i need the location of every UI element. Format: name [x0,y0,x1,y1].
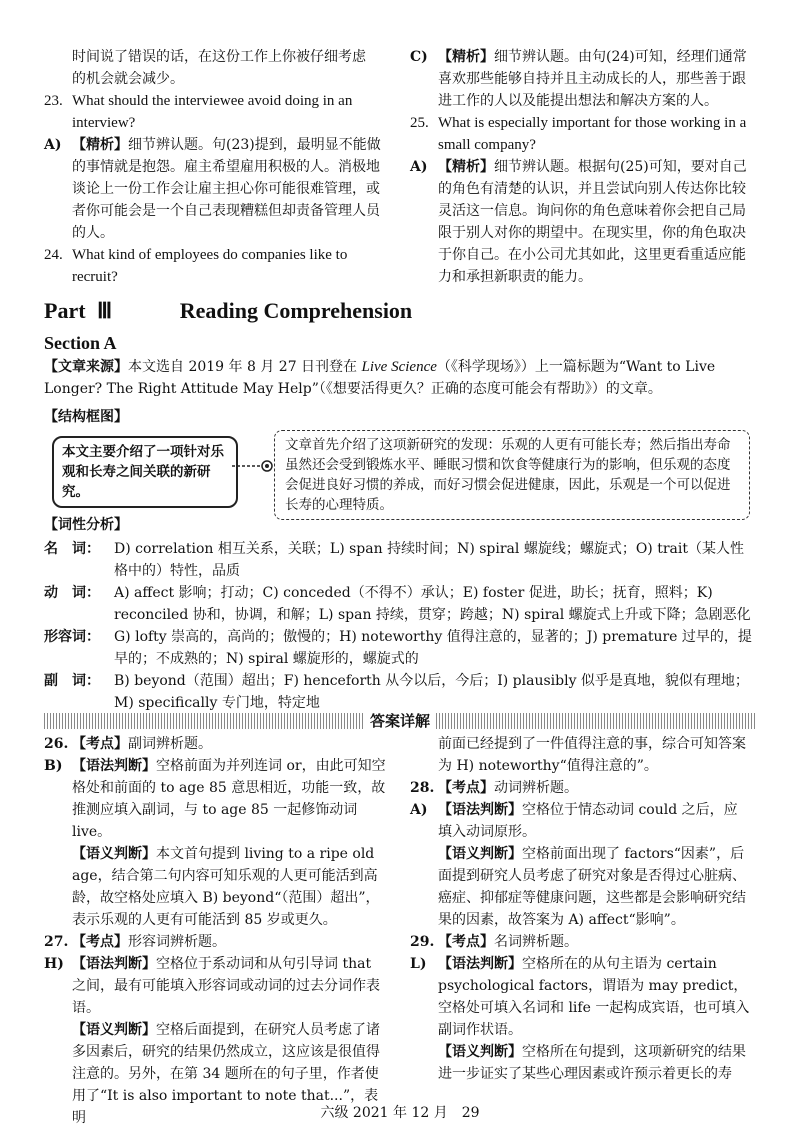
pos-table [44,538,756,714]
pos-category: 形容词： [44,629,100,645]
pos-row [44,670,756,714]
part-title: Reading Comprehension [179,298,413,323]
pos-entries: G) lofty 崇高的，高尚的；傲慢的；H) noteworthy 值得注意的，显著的；J) premature 过早的，提早的；不成熟的；N) spiral 螺旋形的，螺旋式的 [114,629,752,667]
question-25: 25. What is especially important for those working in a small company? [410,115,747,153]
top-right-column [410,46,750,288]
pos-entries: A) affect 影响；打动；C) conceded（不得不）承认；E) foster 促进，助长；抚育，照料；K) reconciled 协和，协调，和解；L) span 持续，贯穿；跨越；N) spiral 螺旋式上升或下降；急剧恶化 [114,585,751,623]
framework-detail-box: 文章首先介绍了这项新研究的发现：乐观的人更有可能长寿；然后指出寿命虽然还会受到锻炼水平、睡眠习惯和饮食等健康行为的影响，但乐观的态度会促进良好习惯的养成，而好习惯会促进健康，因此，乐观是一个可以促进长寿的心理特质。 [274,430,750,520]
top-left-column [44,46,386,288]
answer-item-analysis: B) 【语法判断】空格前面为并列连词 or，由此可知空格处和前面的 to age 85 意思相近，功能一致，故推测应填入副词，与 to age 85 一起修饰动词 live。 [44,758,386,840]
answer-item-analysis: L) 【语法判断】空格所在的从句主语为 certain psychological factors，谓语为 may predict，空格处可填入名词和 life 一起构成宾语，也可填入副词作状语。 [410,956,750,1038]
answer-item-analysis: A) 【语法判断】空格位于情态动词 could 之后，应填入动词原形。 [410,802,738,840]
pos-row [44,626,756,670]
dashed-arrow-icon [232,456,274,476]
answers-right-column [410,733,750,1085]
answer-item-semantic: 【语义判断】空格后面提到，在研究人员考虑了诸多因素后，研究的结果仍然成立，这应该是很值得注意的。另外，在第 34 题所在的句子里，作者使用了“It is also important to note that...”，表明 [72,1022,380,1126]
answer-item-semantic: 【语义判断】空格所在句提到，这项新研究的结果进一步证实了某些心理因素或许预示着更长的寿 [438,1044,746,1082]
article-source: 【文章来源】本文选自 2019 年 8 月 27 日刊登在 Live Science（《科学现场》）上一篇标题为“Want to Live Longer? The Right Attitude May Help”（《想要活得更久？正确的态度可能会有帮助》）的文章。 [44,359,716,397]
answer-24: C) 【精析】细节辨认题。由句(24)可知，经理们通常喜欢那些能够自持并且主动成长的人，那些善于跟进工作的人以及能提出想法和解决方案的人。 [410,49,747,109]
answer-item-semantic: 【语义判断】空格前面出现了 factors“因素”，后面提到研究人员考虑了研究对象是否得过心脏病、癌症、抑郁症等健康问题，这些都是会影响研究结果的因素，故答案为 A) affect“影响”。 [438,846,746,928]
pos-label: 【词性分析】 [44,517,128,533]
answer-item-semantic: 【语义判断】本文首句提到 living to a ripe old age，结合第二句内容可知乐观的人更可能活到高龄，故空格处应填入 B) beyond“（范围）超出”，表示乐观的人更有可能活到 85 岁或更久。 [72,846,380,928]
pos-row [44,538,756,582]
framework-connector [232,456,274,476]
section-heading: Section A [44,333,117,353]
page-footer: 六级 2021 年 12 月 29 [320,1105,480,1121]
paragraph-continuation: 时间说了错误的话，在这份工作上你被仔细考虑 的机会就会减少。 [72,49,366,87]
answers-left-column [44,733,386,1129]
part-heading: Part Ⅲ Reading Comprehension [44,298,413,323]
pos-entries: D) correlation 相互关系，关联；L) span 持续时间；N) spiral 螺旋线；螺旋式；O) trait（某人性格中的）特性，品质 [114,541,744,579]
pos-row [44,582,756,626]
answer-item-keypoint: 28. 【考点】动词辨析题。 [410,780,578,796]
part-numeral: Ⅲ [97,298,113,323]
answer-heading-bar [44,710,756,732]
question-24: 24. What kind of employees do companies like to recruit? [44,247,348,285]
question-23: 23. What should the interviewee avoid doing in an interview? [44,93,353,131]
answer-item-analysis: H) 【语法判断】空格位于系动词和从句引导词 that 之间，最有可能填入形容词或动词的过去分词作表语。 [44,956,380,1016]
answer-item-continuation: 前面已经提到了一件值得注意的事，综合可知答案为 H) noteworthy“值得注意的”。 [438,736,746,774]
pos-category: 副 词： [44,673,100,689]
answer-23: A) 【精析】细节辨认题。句(23)提到，最明显不能做的事情就是抱怨。雇主希望雇用积极的人。消极地谈论上一份工作会让雇主担心你可能很难管理，或者你可能会是一个自己表现糟糕但却责备管理人员的人。 [44,137,381,241]
answer-item-keypoint: 26. 【考点】副词辨析题。 [44,736,212,752]
answer-heading: 答案详解 [364,710,436,732]
framework-label: 【结构框图】 [44,409,128,425]
framework-summary-box: 本文主要介绍了一项针对乐观和长寿之间关联的新研究。 [52,436,238,508]
answer-item-keypoint: 29. 【考点】名词辨析题。 [410,934,578,950]
answer-25: A) 【精析】细节辨认题。根据句(25)可知，要对自己的角色有清楚的认识，并且尝试向别人传达你比较灵活这一信息。询问你的角色意味着你会把自己局限于别人对你的期望中。在现实里，你的角色取决于你自己。在小公司尤其如此，这里更看重适应能力和承担新职责的能力。 [410,159,747,285]
pos-category: 名 词： [44,541,100,557]
answer-item-keypoint: 27. 【考点】形容词辨析题。 [44,934,226,950]
pos-category: 动 词： [44,585,100,601]
pos-entries: B) beyond（范围）超出；F) henceforth 从今以后，今后；I) plausibly 似乎是真地，貌似有理地；M) specifically 专门地，特定地 [114,673,749,711]
